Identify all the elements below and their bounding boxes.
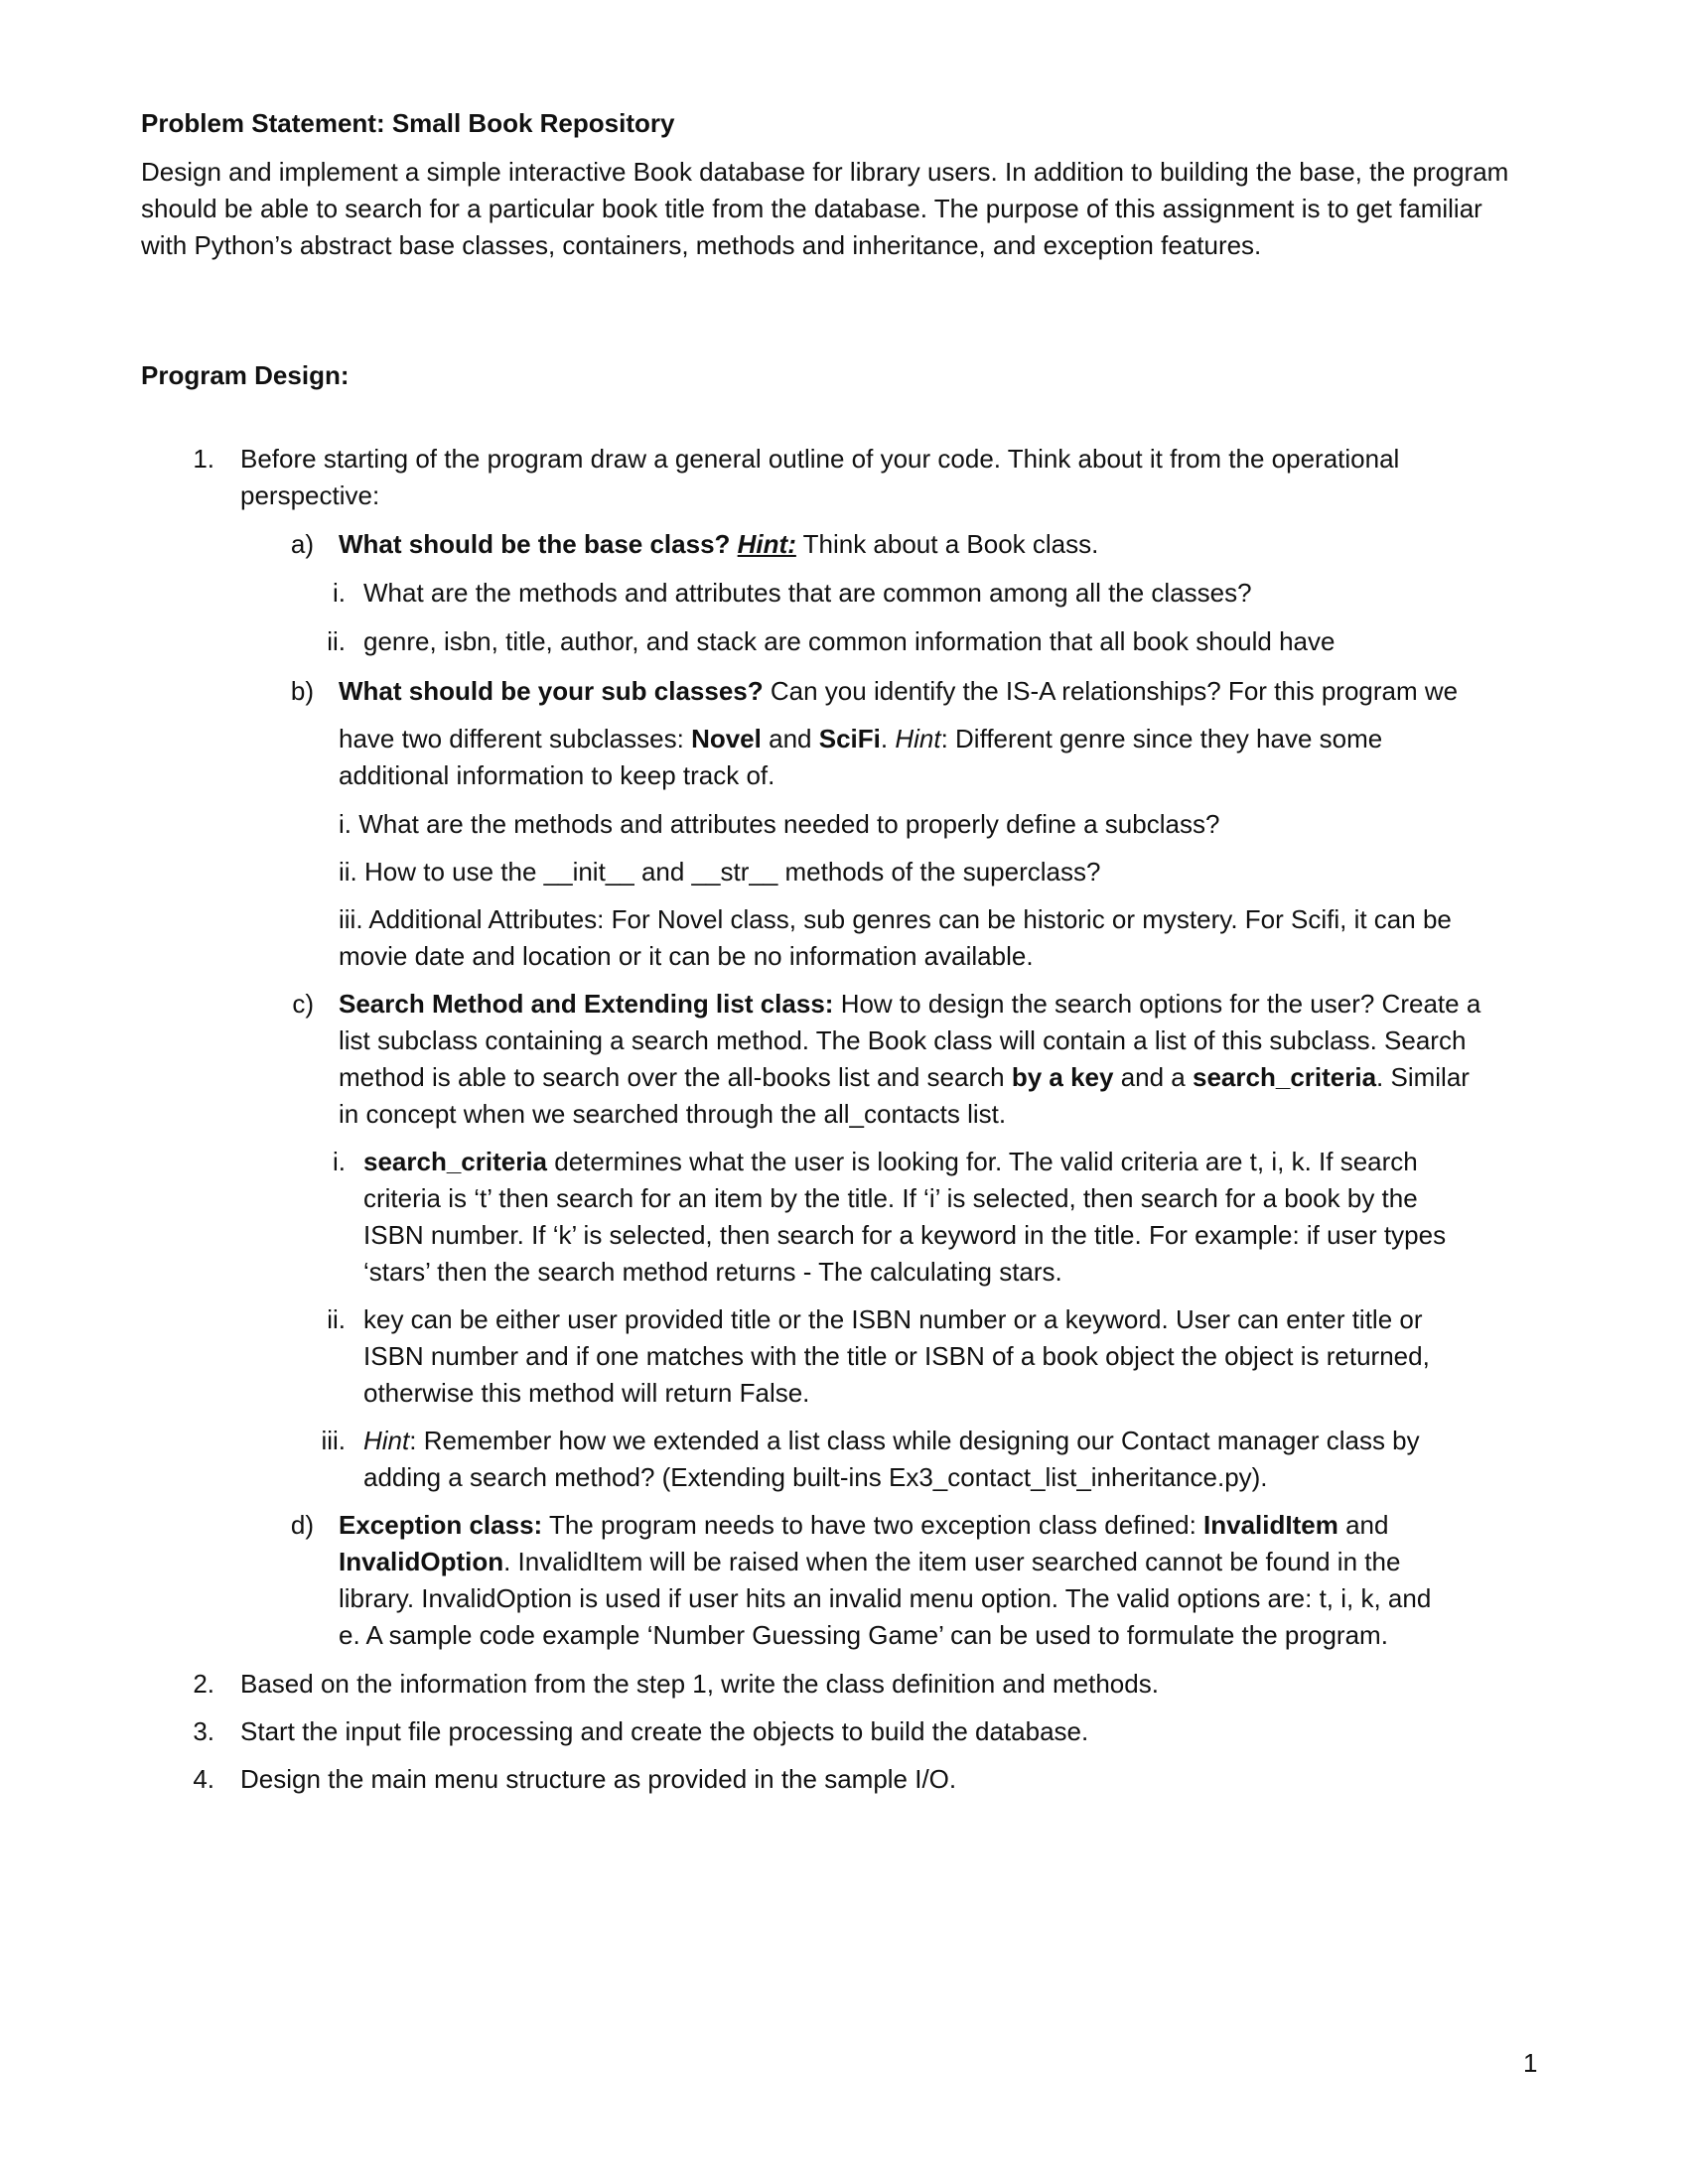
item-b-iii-line1: iii. Additional Attributes: For Novel class, sub genres can be historic or mystery. For Scifi, it can be (339, 904, 1452, 934)
item-c-ii-num: ii. (327, 1304, 346, 1334)
step-4-text: Design the main menu structure as provided in the sample I/O. (240, 1764, 957, 1794)
item-b-and: and (769, 724, 812, 753)
item-c-i-line4: ‘stars’ then the search method returns - The calculating stars. (363, 1257, 1062, 1287)
item-b-hint: Hint (895, 724, 941, 753)
step-1-number: 1. (193, 444, 214, 474)
item-b-ii: ii. How to use the __init__ and __str__ methods of the superclass? (339, 857, 1101, 887)
step-3-text: Start the input file processing and create the objects to build the database. (240, 1716, 1089, 1746)
item-a-ii-num: ii. (327, 626, 346, 656)
item-d-line3: library. InvalidOption is used if user hits an invalid menu option. The valid options are: t, i, k, and (339, 1583, 1432, 1613)
by-a-key-term: by a key (1011, 1062, 1114, 1092)
item-b-line3: additional information to keep track of. (339, 760, 775, 790)
item-c-line4: in concept when we searched through the all_contacts list. (339, 1099, 1007, 1129)
item-a-label: a) (290, 529, 314, 559)
step-4-number: 4. (193, 1764, 214, 1794)
program-design-heading: Program Design: (141, 360, 350, 390)
item-a-text (339, 526, 1098, 563)
item-c-iii-num: iii. (321, 1426, 346, 1455)
search-criteria-term: search_criteria (1193, 1062, 1377, 1092)
item-a-bold: What should be the base class? (339, 529, 731, 559)
item-b-bold: What should be your sub classes? (339, 676, 764, 706)
item-c-iii-l1: : Remember how we extended a list class while designing our Contact manager class by (409, 1426, 1420, 1455)
item-b-line2: have two different subclasses: Novel and SciFi. Hint: Different genre since they have some (339, 724, 1383, 753)
item-d-bold: Exception class: (339, 1510, 543, 1540)
item-a-rest: Think about a Book class. (802, 529, 1099, 559)
item-b-iii-line2: movie date and location or it can be no information available. (339, 941, 1034, 971)
invalid-option-term: InvalidOption (339, 1547, 504, 1576)
item-c-l1: How to design the search options for the user? Create a (840, 989, 1481, 1019)
item-d-and: and (1345, 1510, 1389, 1540)
step-1-text: Before starting of the program draw a general outline of your code. Think about it from the operational perspective: (240, 444, 1400, 510)
item-a-ii-text: genre, isbn, title, author, and stack are common information that all book should have (363, 626, 1336, 656)
item-c-i-l1: determines what the user is looking for. The valid criteria are t, i, k. If search (554, 1147, 1418, 1176)
item-d-line2 (339, 1544, 1400, 1580)
page-title: Problem Statement: Small Book Repository (141, 108, 675, 138)
step-3-number: 3. (193, 1716, 214, 1746)
item-c-i-line2: criteria is ‘t’ then search for an item by the title. If ‘i’ is selected, then search for a book by the (363, 1183, 1418, 1213)
step-2-text: Based on the information from the step 1, write the class definition and methods. (240, 1669, 1159, 1699)
item-c-iii-line1 (363, 1423, 1420, 1459)
item-d-label: d) (290, 1510, 314, 1540)
item-c-line3 (339, 1059, 1470, 1096)
item-c-label: c) (292, 989, 314, 1019)
item-c-iii-hint: Hint (363, 1426, 410, 1455)
item-b-text2a: have two different subclasses: (339, 724, 684, 753)
item-c-l3a: method is able to search over the all-books list and search (339, 1062, 1005, 1092)
item-c-ii-line2: ISBN number and if one matches with the title or ISBN of a book object the object is returned, (363, 1341, 1430, 1371)
item-c-bold: Search Method and Extending list class: (339, 989, 834, 1019)
item-c-i-line3: ISBN number. If ‘k’ is selected, then search for a keyword in the title. For example: if user types (363, 1220, 1447, 1250)
item-b-label: b) (290, 676, 314, 706)
item-c-l3c: and a (1120, 1062, 1186, 1092)
item-c-ii-line3: otherwise this method will return False. (363, 1378, 810, 1408)
item-b-line1 (339, 673, 1458, 710)
item-d-line1 (339, 1507, 1388, 1544)
item-c-line2: list subclass containing a search method. The Book class will contain a list of this subclass. Search (339, 1025, 1467, 1055)
item-c-line1 (339, 986, 1480, 1023)
item-c-iii-line2: adding a search method? (Extending built-ins Ex3_contact_list_inheritance.py). (363, 1462, 1268, 1492)
novel-term: Novel (691, 724, 762, 753)
scifi-term: SciFi (818, 724, 881, 753)
item-d-line4: e. A sample code example ‘Number Guessing Game’ can be used to formulate the program. (339, 1620, 1388, 1650)
item-c-i-bold: search_criteria (363, 1147, 548, 1176)
item-a-hint: Hint: (737, 529, 796, 559)
item-d-l1: The program needs to have two exception class defined: (548, 1510, 1196, 1540)
invalid-item-term: InvalidItem (1203, 1510, 1338, 1540)
item-c-i-line1 (363, 1144, 1418, 1180)
item-b-i: i. What are the methods and attributes needed to properly define a subclass? (339, 809, 1220, 839)
item-c-ii-line1: key can be either user provided title or the ISBN number or a keyword. User can enter title or (363, 1304, 1423, 1334)
item-b-text1: Can you identify the IS-A relationships? For this program we (770, 676, 1459, 706)
item-a-i-text: What are the methods and attributes that are common among all the classes? (363, 578, 1252, 608)
step-2-number: 2. (193, 1669, 214, 1699)
item-d-l2: . InvalidItem will be raised when the item user searched cannot be found in the (503, 1547, 1401, 1576)
item-b-text2b: : Different genre since they have some (940, 724, 1383, 753)
intro-paragraph: Design and implement a simple interactive Book database for library users. In addition to building the base, the program should be able to search for a particular book title from the database. The purpose of this assignment is to get familiar with Python’s abstract base classes, containers, methods and inheritance, and exception features. (141, 157, 1509, 260)
item-a-i-num: i. (333, 578, 346, 608)
item-c-i-num: i. (333, 1147, 346, 1176)
page-number: 1 (1523, 2048, 1538, 2078)
item-c-l3e: . Similar (1376, 1062, 1470, 1092)
